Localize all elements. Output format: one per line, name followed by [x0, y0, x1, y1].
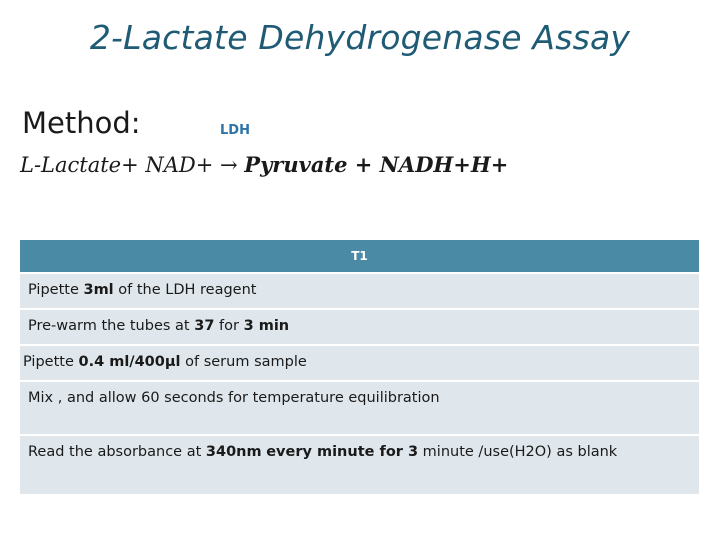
table-row	[20, 308, 699, 344]
row-text-segment: every minute for 3	[266, 444, 419, 460]
row-text-segment: 340nm	[205, 444, 262, 460]
slide-title: 2-Lactate Dehydrogenase Assay	[89, 18, 631, 57]
row-text-segment: 0.4 ml/400µl	[78, 354, 181, 370]
row-text-segment: 3ml	[83, 282, 114, 298]
table-header: T1	[20, 240, 699, 272]
enzyme-label: LDH	[220, 123, 250, 138]
row-text-segment: for	[214, 318, 244, 334]
reaction-arrow-icon: →	[213, 153, 245, 177]
table-row	[20, 344, 699, 380]
reaction-equation	[20, 152, 508, 177]
table-row	[20, 434, 699, 494]
equation-reactants: L-Lactate+ NAD+	[20, 153, 214, 177]
row-text-segment: Pipette	[23, 354, 79, 370]
row-text-segment: Read the absorbance at	[28, 444, 206, 460]
row-text-segment: Mix , and allow 60 seconds for temperature equilibration	[28, 390, 440, 406]
method-label: Method:	[22, 106, 141, 140]
table-row	[20, 272, 699, 308]
row-text-segment: Pipette	[28, 282, 84, 298]
row-text-segment: 3 min	[243, 318, 290, 334]
row-text-segment: of serum sample	[180, 354, 307, 370]
row-text-segment: minute /use(H2O) as blank	[418, 444, 618, 460]
procedure-table	[20, 240, 699, 494]
row-text-segment: Pre-warm the tubes at	[28, 318, 195, 334]
equation-products: Pyruvate + NADH+H+	[244, 152, 509, 177]
table-row	[20, 380, 699, 434]
row-text-segment: of the LDH reagent	[113, 282, 257, 298]
row-text-segment: 37	[194, 318, 215, 334]
